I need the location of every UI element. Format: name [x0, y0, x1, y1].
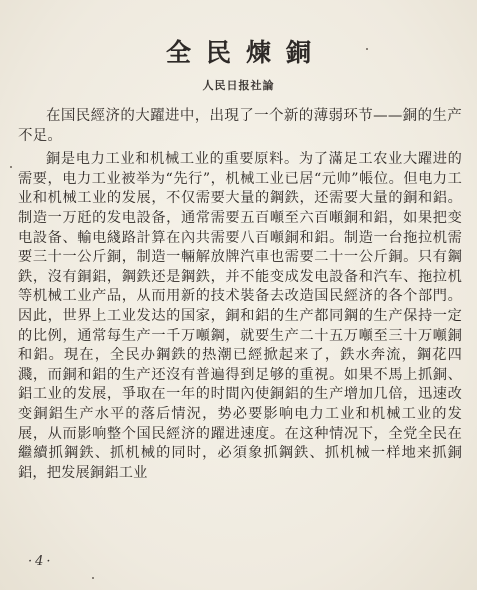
article-title: 全民煉銅: [165, 38, 326, 67]
paragraph-main: 銅是电力工业和机械工业的重要原料。为了滿足工农业大躍进的需要，电力工业被举为“先行”，机械工业已居“元帅”帳位。但电力工业和机械工业的发展，不仅需要大量的鋼鉄，还需要大量的銅和鋁。制造一万瓩的发电設备，通常需要五百噸至六百噸銅和鋁，如果把变电設备、輸电綫路計算在內共需要八百噸銅和鋁。制造一台拖拉机需要三十一公斤銅，制造一輛解放牌汽車也需要二十一公斤銅。只有鋼鉄，沒有銅鋁，鋼鉄还是鋼鉄，并不能变成发电設备和汽车、拖拉机等机械工业产品，从而用新的技术裝备去改造国民經济的各个部門。因此，世界上工业发达的国家，銅和鋁的生产都同鋼的生产保持一定的比例，通常每生产一千万噸鋼，就要生产二十五万噸至三十万噸銅和鋁。現在，全民办鋼鉄的热潮已經掀起来了，鉄水奔流，鋼花四濺，而銅和鋁的生产还沒有普遍得到足够的重視。如果不馬上抓銅、鋁工业的发展，爭取在一年的时間內使銅鋁的生产增加几倍，迅速改变銅鋁生产水平的落后情況，势必要影响电力工业和机械工业的发展，从而影响整个国民經济的躍进速度。在这种情况下，全党全民在繼續抓鋼鉄、抓机械的同时，必須象抓鋼鉄、抓机械一样地来抓銅鋁，把发展銅鋁工业: [18, 151, 462, 481]
print-speck: [92, 577, 94, 579]
paragraph-intro: 在国民經济的大躍进中，出現了一个新的薄弱环节——銅的生产不足。: [18, 108, 462, 144]
print-speck: [10, 166, 12, 168]
article-byline: 人民日报社論: [202, 79, 275, 92]
article-body: [18, 107, 462, 484]
page-number: ·4·: [28, 554, 54, 569]
print-speck: [366, 48, 368, 50]
